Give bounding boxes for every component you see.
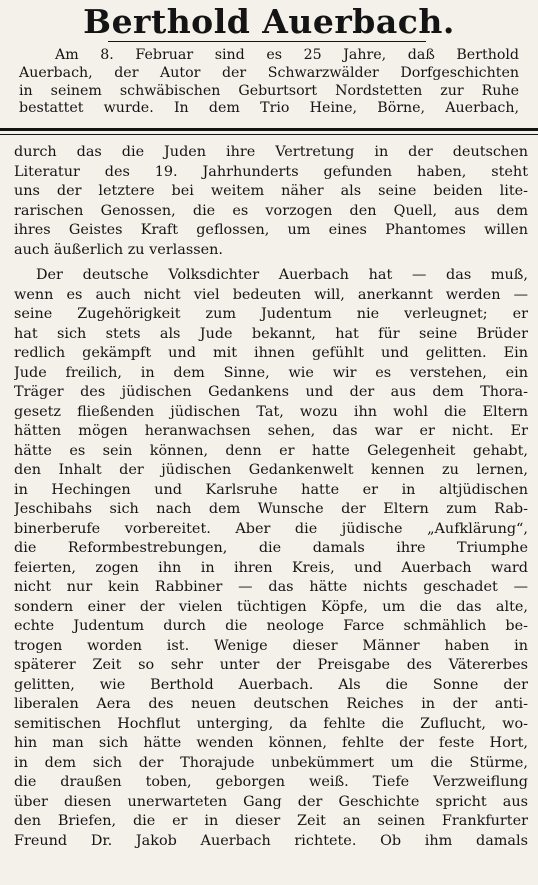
paragraph2-line: Freund Dr. Jakob Auerbach richtete. Ob ihm damals <box>14 832 528 849</box>
intro-line: Auerbach, der Autor der Schwarzwälder Dorfgeschichten <box>19 64 519 81</box>
paragraph1-line: durch das die Juden ihre Vertretung in der deutschen <box>14 144 528 160</box>
paragraph2-line: liberalen Aera des neuen deutschen Reiches in der anti- <box>14 696 528 712</box>
intro-line: bestattet wurde. In dem Trio Heine, Börne, Auerbach, <box>19 100 519 117</box>
paragraph2-line: trogen worden ist. Wenige dieser Männer haben in <box>14 637 528 654</box>
paragraph2-line: hat sich stets als Jude bekannt, hat für seine Brüder <box>14 325 528 342</box>
paragraph1-line: ihres Geistes Kraft geflossen, um eines Phantomes willen <box>14 222 528 238</box>
paragraph2-line: in dem sich der Thorajude unbekümmert um die Stürme, <box>14 754 528 771</box>
paragraph2-line: in Hechingen und Karlsruhe hatte er in altjüdischen <box>14 481 528 498</box>
paragraph2-line: sondern einer der vielen tüchtigen Köpfe, um die das alte, <box>14 598 528 615</box>
paragraph1-line: uns der letztere bei weitem näher als seine beiden lite- <box>14 183 528 199</box>
paragraph1-line: rarischen Genossen, die es vorzogen den Quell, aus dem <box>14 202 528 219</box>
paragraph2-line: hätte es sein können, denn er hatte Gelegenheit gehabt, <box>14 442 528 459</box>
paragraph2-line: den Inhalt der jüdischen Gedankenwelt kennen zu lernen, <box>14 462 528 478</box>
article-body <box>14 143 528 851</box>
paragraph2-line: echte Judentum durch die neologe Farce schmählich be- <box>14 618 528 634</box>
paragraph2-line: redlich gekämpft und mit ihnen gefühlt und gelitten. Ein <box>14 345 528 361</box>
paragraph2-line: die Reformbestrebungen, die damals ihre Triumphe <box>14 540 528 556</box>
paragraph2-line: gesetz fließenden jüdischen Tat, wozu ihn wohl die Eltern <box>14 403 528 420</box>
paragraph2-line: binerberufe vorbereitet. Aber die jüdische „Aufklärung“, <box>14 520 528 537</box>
paragraph2-line: gelitten, wie Berthold Auerbach. Als die Sonne der <box>14 676 528 693</box>
paragraph2-line: den Briefen, die er in dieser Zeit an seinen Frankfurter <box>14 813 528 829</box>
paragraph2-line: nicht nur kein Rabbiner — das hätte nichts geschadet — <box>14 579 528 595</box>
article-title: Berthold Auerbach. <box>83 2 455 41</box>
article-intro <box>19 47 519 118</box>
intro-line: in seinem schwäbischen Geburtsort Nordstetten zur Ruhe <box>19 82 519 99</box>
column-separator-thick <box>0 128 538 131</box>
paragraph1-line: auch äußerlich zu verlassen. <box>14 241 223 258</box>
paragraph2-line: späterer Zeit so sehr unter der Preisgabe des Vätererbes <box>14 657 528 673</box>
title-underline <box>108 41 426 42</box>
paragraph2-line: wenn es auch nicht viel bedeuten will, anerkannt werden — <box>14 286 528 303</box>
paragraph2-line: die draußen toben, geborgen weiß. Tiefe Verzweiflung <box>14 774 528 790</box>
paragraph2-line: Träger des jüdischen Gedankens und der aus dem Thora- <box>14 384 528 400</box>
paragraph2-line: semitischen Hochflut unterging, da fehlte die Zuflucht, wo- <box>14 715 528 732</box>
paragraph2-line: über diesen unerwarteten Gang der Geschichte spricht aus <box>14 793 528 810</box>
paragraph2-line: hätten mögen heranwachsen sehen, das war er nicht. Er <box>14 423 528 439</box>
paragraph2-line: Jude freilich, in dem Sinne, wie wir es verstehen, ein <box>14 364 528 381</box>
paragraph2-line: feierten, zogen ihn in ihren Kreis, und Auerbach ward <box>14 559 528 576</box>
paragraph2-line: Der deutsche Volksdichter Auerbach hat — das muß, <box>36 267 528 283</box>
paragraph1-line: Literatur des 19. Jahrhunderts gefunden haben, steht <box>14 163 528 180</box>
intro-line: Am 8. Februar sind es 25 Jahre, daß Berthold <box>55 47 519 63</box>
paragraph2-line: hin man sich hätte wenden können, fehlte der feste Hort, <box>14 735 528 751</box>
column-separator-thin <box>0 134 538 135</box>
paragraph2-line: Jeschibahs sich nach dem Wunsche der Eltern zum Rab- <box>14 501 528 517</box>
paragraph2-line: seine Zugehörigkeit zum Judentum nie verleugnet; er <box>14 306 528 322</box>
